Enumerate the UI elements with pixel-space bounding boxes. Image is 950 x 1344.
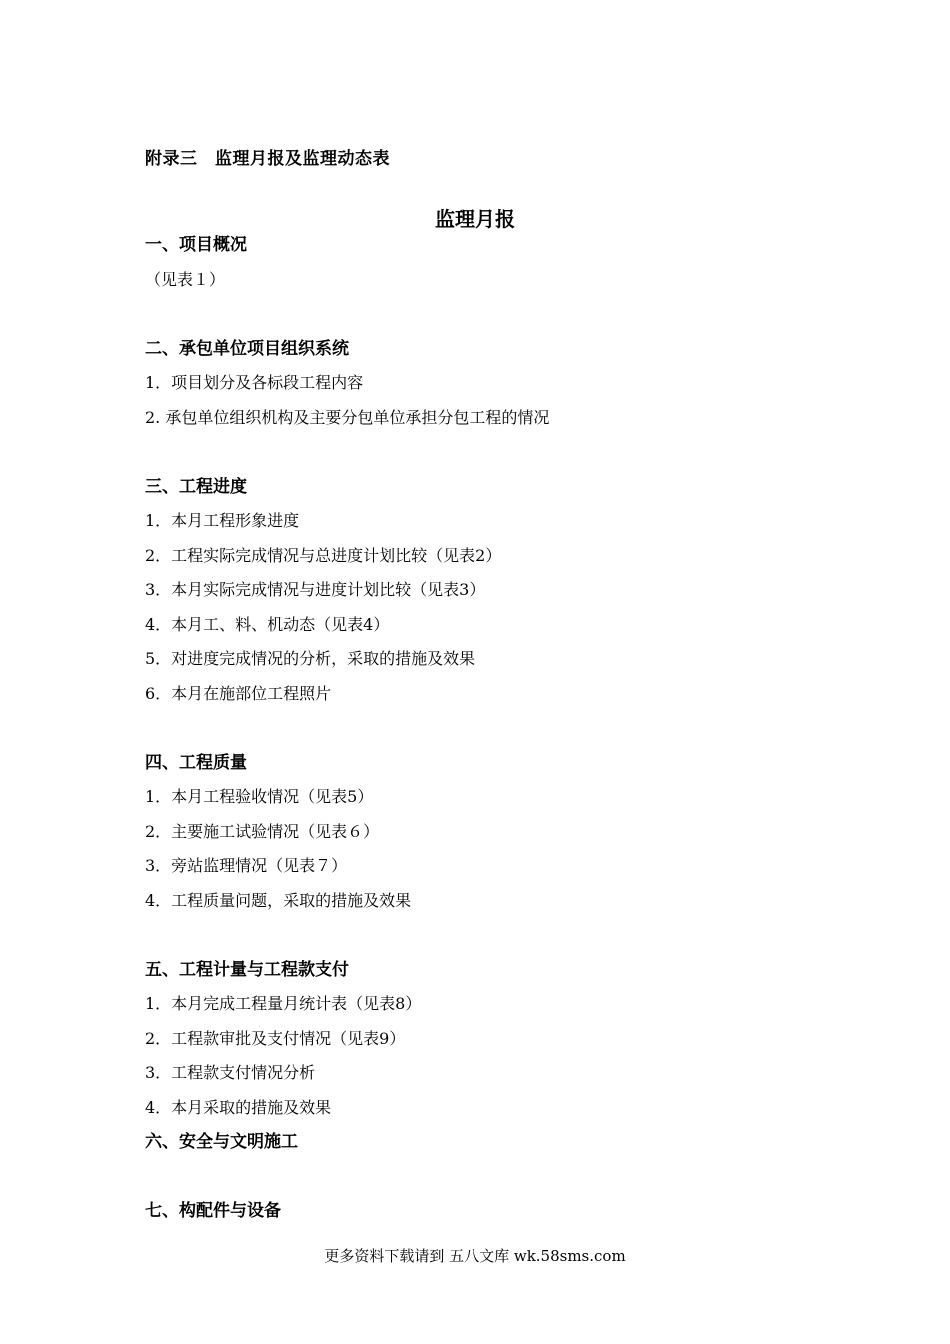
section-list bbox=[145, 228, 845, 1229]
section-spacer bbox=[145, 711, 845, 746]
list-item: 2．工程实际完成情况与总进度计划比较（见表2） bbox=[145, 545, 502, 565]
list-item: 3．本月实际完成情况与进度计划比较（见表3） bbox=[145, 580, 486, 599]
section bbox=[145, 332, 845, 470]
list-item: 5．对进度完成情况的分析，采取的措施及效果 bbox=[145, 649, 476, 668]
section-heading: 六、安全与文明施工 bbox=[145, 1132, 298, 1152]
section-heading: 七、构配件与设备 bbox=[145, 1201, 281, 1221]
list-item: 2．工程款审批及支付情况（见表9） bbox=[145, 1028, 406, 1048]
list-item: 3．工程款支付情况分析 bbox=[145, 1063, 316, 1082]
section-heading: 三、工程进度 bbox=[145, 476, 247, 497]
footer-text: 更多资料下载请到 五八文库 wk.58sms.com bbox=[324, 1247, 626, 1265]
section-spacer bbox=[145, 918, 845, 953]
appendix-title: 附录三 监理月报及监理动态表 bbox=[145, 149, 390, 169]
list-item: 1．项目划分及各标段工程内容 bbox=[145, 373, 364, 392]
list-item: 4．本月采取的措施及效果 bbox=[145, 1097, 332, 1117]
section bbox=[145, 228, 845, 332]
section-spacer bbox=[145, 1160, 845, 1195]
section-heading: 四、工程质量 bbox=[145, 752, 247, 773]
list-item: 2．主要施工试验情况（见表６） bbox=[145, 821, 380, 841]
list-item: 6．本月在施部位工程照片 bbox=[145, 683, 332, 703]
list-item: （见表１） bbox=[145, 269, 226, 289]
section bbox=[145, 1125, 845, 1194]
section bbox=[145, 953, 845, 1126]
section bbox=[145, 1194, 845, 1229]
section bbox=[145, 746, 845, 953]
list-item: 4．工程质量问题，采取的措施及效果 bbox=[145, 890, 412, 910]
section-heading: 一、项目概况 bbox=[145, 235, 247, 255]
list-item: 4．本月工、料、机动态（见表4） bbox=[145, 614, 390, 634]
section-spacer bbox=[145, 435, 845, 470]
section bbox=[145, 470, 845, 746]
section-heading: 五、工程计量与工程款支付 bbox=[145, 959, 349, 980]
list-item: 3．旁站监理情况（见表７） bbox=[145, 856, 348, 875]
list-item: 1．本月工程验收情况（见表5） bbox=[145, 787, 374, 806]
list-item: 1．本月完成工程量月统计表（见表8） bbox=[145, 994, 422, 1013]
list-item: 1．本月工程形象进度 bbox=[145, 511, 300, 530]
section-heading: 二、承包单位项目组织系统 bbox=[145, 338, 349, 359]
document-title: 监理月报 bbox=[435, 207, 515, 231]
section-spacer bbox=[145, 297, 845, 332]
list-item: 2. 承包单位组织机构及主要分包单位承担分包工程的情况 bbox=[145, 407, 550, 427]
